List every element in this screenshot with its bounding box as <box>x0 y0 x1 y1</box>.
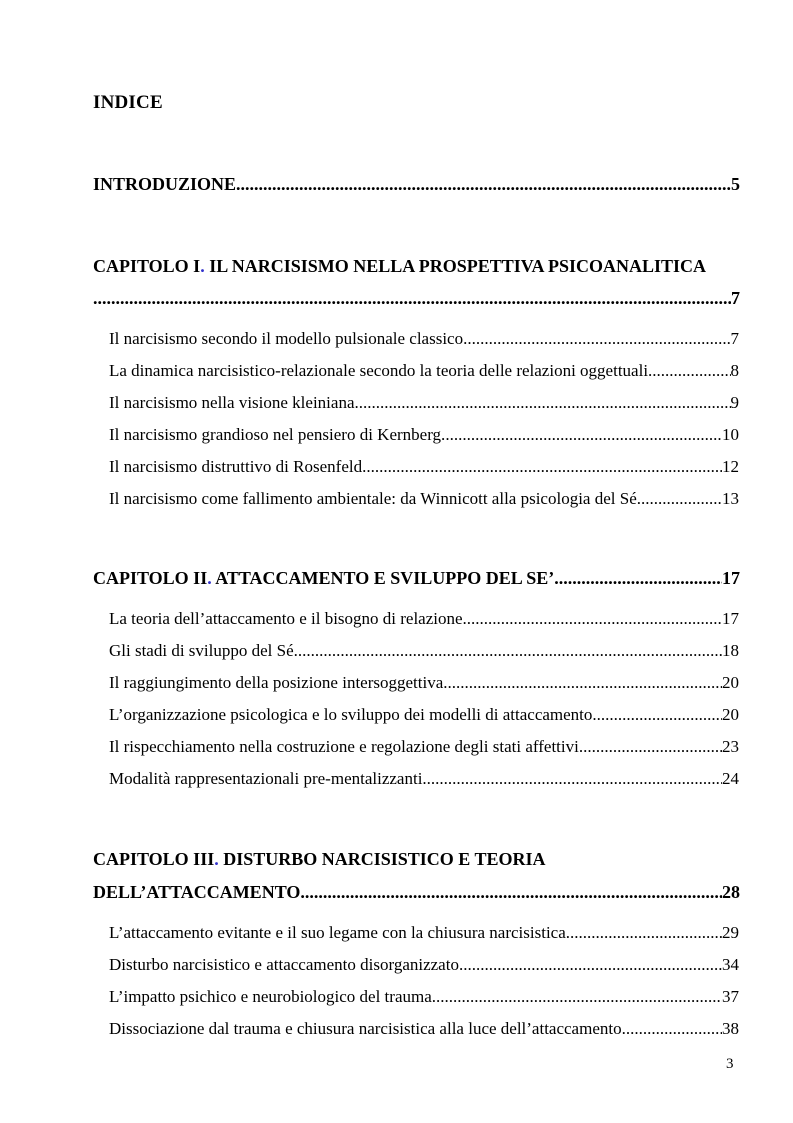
chapter-1-leader-line[interactable] <box>93 288 740 309</box>
toc-section-label: L’attaccamento evitante e il suo legame con la chiusura narcisistica. <box>109 923 571 942</box>
dot-leader <box>366 457 722 477</box>
toc-section-label: L’organizzazione psicologica e lo sviluppo dei modelli di attaccamento. <box>109 705 597 724</box>
chapter-3-title-line2: DELL’ATTACCAMENTO <box>93 882 301 902</box>
toc-section-label: Il raggiungimento della posizione intersoggettiva. <box>109 673 448 692</box>
chapter-3-page: 28 <box>722 882 740 902</box>
dot-leader <box>583 737 722 757</box>
dot-leader <box>554 568 722 589</box>
toc-section-page: 20 <box>722 673 739 692</box>
chapter-3-heading[interactable] <box>93 849 545 870</box>
chapter-1-title: IL NARCISISMO NELLA PROSPETTIVA PSICOANALITICA <box>204 256 706 276</box>
toc-section[interactable] <box>109 955 739 975</box>
chapter-1-heading[interactable] <box>93 256 706 277</box>
toc-section-label: Il narcisismo secondo il modello pulsionale classico. <box>109 329 468 348</box>
toc-section-page: 9 <box>730 393 739 412</box>
toc-section[interactable] <box>109 737 739 757</box>
dot-leader <box>652 361 730 381</box>
dot-leader <box>570 923 722 943</box>
page-number: 3 <box>726 1056 734 1072</box>
toc-section-label: Il narcisismo nella visione kleiniana. <box>109 393 359 412</box>
toc-section[interactable] <box>109 457 739 477</box>
toc-section-page: 7 <box>730 329 739 348</box>
toc-section-label: Il narcisismo come fallimento ambientale: da Winnicott alla psicologia del Sé. <box>109 489 641 508</box>
chapter-3-prefix: CAPITOLO III <box>93 849 215 869</box>
dot-leader <box>626 1019 722 1039</box>
toc-section[interactable] <box>109 673 739 693</box>
toc-section[interactable] <box>109 609 739 629</box>
toc-section-label: L’impatto psichico e neurobiologico del trauma <box>109 987 432 1006</box>
toc-section[interactable] <box>109 393 739 413</box>
chapter-1-dot: . <box>200 256 205 276</box>
dot-leader <box>359 393 731 413</box>
dot-leader <box>422 769 722 789</box>
toc-section-page: 24 <box>722 769 739 788</box>
toc-section-label: La dinamica narcisistico-relazionale secondo la teoria delle relazioni oggettuali. <box>109 361 653 380</box>
toc-section[interactable] <box>109 769 739 789</box>
dot-leader <box>432 987 722 1007</box>
toc-section-page: 8 <box>730 361 739 380</box>
toc-section[interactable] <box>109 489 739 509</box>
toc-section[interactable] <box>109 361 739 381</box>
toc-section-page: 23 <box>722 737 739 756</box>
dot-leader <box>463 955 722 975</box>
toc-section-page: 17 <box>722 609 739 628</box>
toc-section-label: Il narcisismo distruttivo di Rosenfeld. <box>109 457 367 476</box>
dot-leader <box>93 288 731 309</box>
chapter-2-prefix: CAPITOLO II <box>93 568 208 588</box>
toc-section[interactable] <box>109 705 739 725</box>
dot-leader <box>641 489 722 509</box>
toc-section-page: 37 <box>722 987 739 1006</box>
toc-section-label: Disturbo narcisistico e attaccamento disorganizzato. <box>109 955 464 974</box>
toc-section[interactable] <box>109 987 739 1007</box>
toc-section-label: Il narcisismo grandioso nel pensiero di Kernberg. <box>109 425 446 444</box>
dot-leader <box>597 705 722 725</box>
dot-leader <box>300 882 722 903</box>
chapter-2-title <box>93 568 554 589</box>
toc-section-page: 12 <box>722 457 739 476</box>
dot-leader <box>298 641 722 661</box>
toc-section-label: Modalità rappresentazionali pre-mentalizzanti <box>109 769 423 788</box>
toc-section[interactable] <box>109 923 739 943</box>
toc-section-page: 20 <box>722 705 739 724</box>
toc-section[interactable] <box>109 641 739 661</box>
toc-section-page: 10 <box>722 425 739 444</box>
toc-section[interactable] <box>109 425 739 445</box>
dot-leader <box>236 174 731 195</box>
chapter-2-title-text: ATTACCAMENTO E SVILUPPO DEL SE’ <box>211 568 555 588</box>
page-title: INDICE <box>93 92 163 113</box>
chapter-3-title: DISTURBO NARCISISTICO E TEORIA <box>218 849 546 869</box>
toc-section-label: Gli stadi di sviluppo del Sé. <box>109 641 298 660</box>
dot-leader <box>467 609 722 629</box>
toc-entry-page: 5 <box>731 174 740 194</box>
toc-section-label: Il rispecchiamento nella costruzione e regolazione degli stati affettivi. <box>109 737 584 756</box>
chapter-1-prefix: CAPITOLO I <box>93 256 201 276</box>
toc-section-page: 29 <box>722 923 739 942</box>
toc-entry-label: INTRODUZIONE <box>93 174 237 194</box>
toc-section[interactable] <box>109 1019 739 1039</box>
chapter-3-dot: . <box>214 849 219 869</box>
toc-section-page: 38 <box>722 1019 739 1038</box>
toc-section-page: 13 <box>722 489 739 508</box>
chapter-2-dot: . <box>207 568 212 588</box>
dot-leader <box>467 329 730 349</box>
toc-entry-introduction[interactable] <box>93 174 740 195</box>
toc-section[interactable] <box>109 329 739 349</box>
toc-section-label: La teoria dell’attaccamento e il bisogno di relazione. <box>109 609 467 628</box>
toc-section-page: 34 <box>722 955 739 974</box>
chapter-2-page: 17 <box>722 568 740 588</box>
toc-section-page: 18 <box>722 641 739 660</box>
toc-section-label: Dissociazione dal trauma e chiusura narcisistica alla luce dell’attaccamento. <box>109 1019 626 1038</box>
chapter-3-heading-line2[interactable] <box>93 882 740 903</box>
dot-leader <box>445 425 722 445</box>
chapter-1-page: 7 <box>731 288 740 308</box>
dot-leader <box>448 673 723 693</box>
chapter-2-heading[interactable] <box>93 568 740 589</box>
